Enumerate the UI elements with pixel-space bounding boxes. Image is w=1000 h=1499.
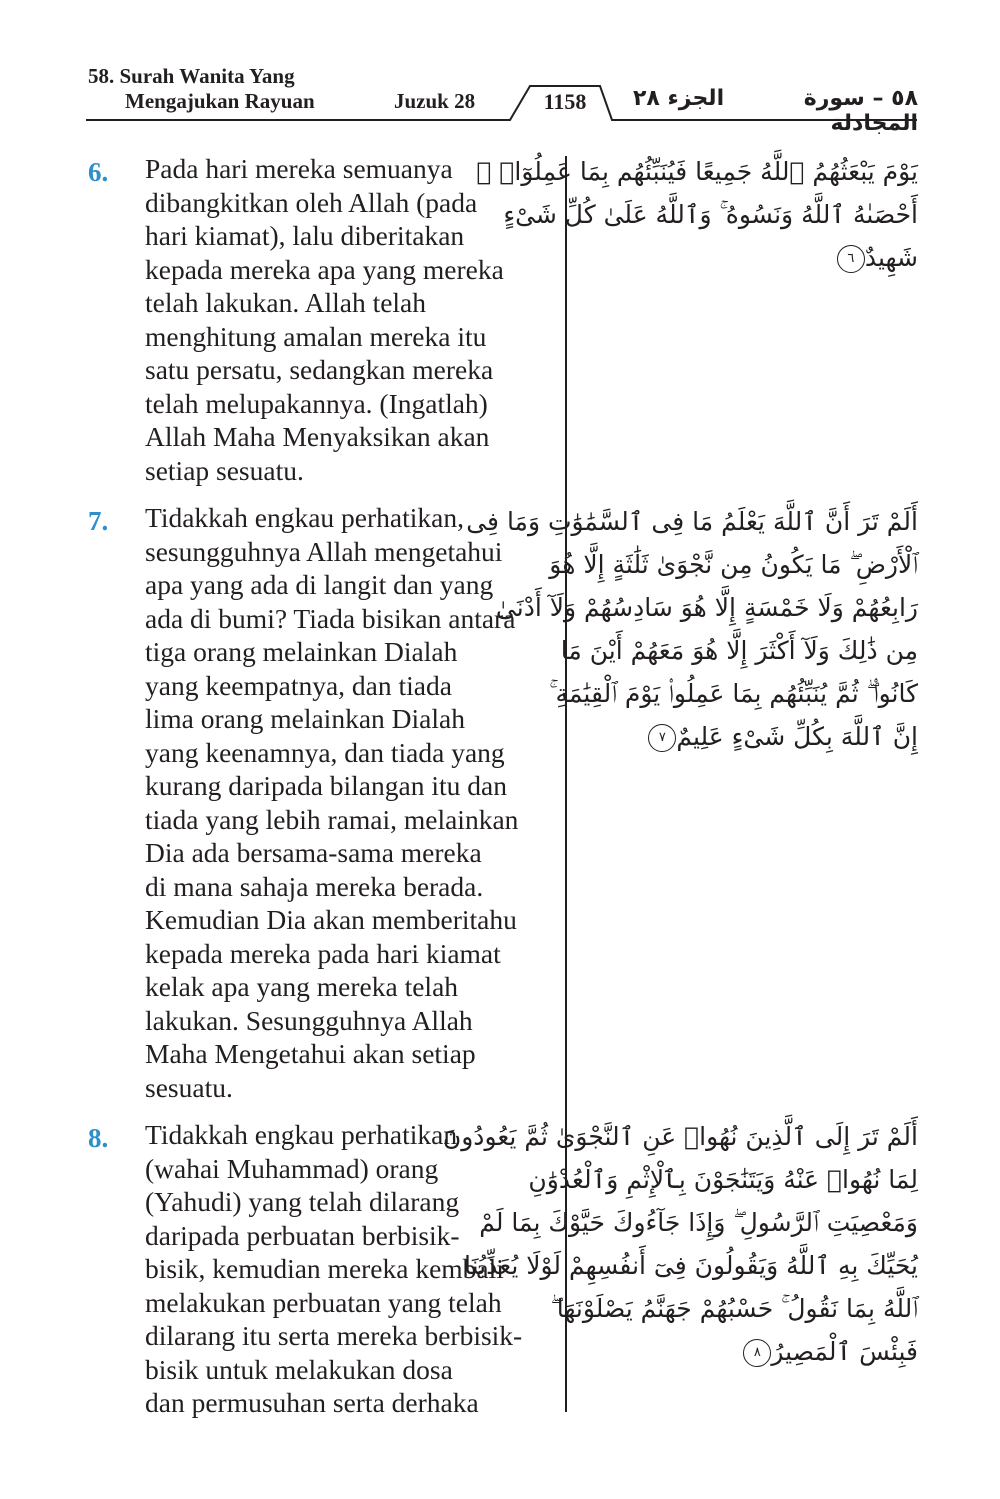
arabic-line-text: إِنَّ ٱللَّهَ بِكُلِّ شَىْءٍ عَلِيمٌ (676, 722, 918, 751)
surah-title-latin-line2: Mengajukan Rayuan (125, 89, 315, 113)
verse-number: 7. (88, 506, 109, 536)
arabic-line: ٱللَّهُ بِمَا نَقُولُ ۚ حَسْبُهُمْ جَهَنَّمُ يَصْلَوْنَهَا ۖ (550, 1294, 918, 1323)
arabic-line: أَحْصَىٰهُ ٱللَّهُ وَنَسُوهُ ۚ وَٱللَّهُ عَلَىٰ كُلِّ شَىْءٍ (503, 200, 918, 229)
verse-translation (145, 152, 565, 487)
translation-line: Kemudian Dia akan memberitahu (145, 904, 517, 935)
arabic-line: مِن ذَٰلِكَ وَلَآ أَكْثَرَ إِلَّا هُوَ مَعَهُمْ أَيْنَ مَا (560, 636, 918, 665)
arabic-line: يَوْمَ يَبْعَثُهُمُ ٱللَّهُ جَمِيعًا فَيُنَبِّئُهُم بِمَا عَمِلُوٓا۟ ۚ (476, 157, 918, 186)
translation-line: bisik, kemudian mereka kembali (145, 1253, 504, 1284)
arabic-line: وَمَعْصِيَتِ ٱلرَّسُولِ ۖ وَإِذَا جَآءُوكَ حَيَّوْكَ بِمَا لَمْ (479, 1208, 918, 1237)
arabic-line: ٱلْأَرْضِ ۖ مَا يَكُونُ مِن نَّجْوَىٰ ثَلَٰثَةٍ إِلَّا هُوَ (549, 550, 918, 579)
translation-line: tiga orang melainkan Dialah (145, 636, 458, 667)
translation-line: lima orang melainkan Dialah (145, 703, 465, 734)
juzuk-label: Juzuk 28 (394, 89, 476, 113)
page-number: 1158 (543, 89, 587, 114)
translation-line: dilarang itu serta mereka berbisik- (145, 1320, 523, 1351)
page-header (0, 0, 1000, 136)
translation-line: (Yahudi) yang telah dilarang (145, 1186, 460, 1217)
translation-line: lakukan. Sesungguhnya Allah (145, 1004, 473, 1036)
translation-line: Maha Mengetahui akan setiap (145, 1038, 476, 1069)
translation-line: setiap sesuatu. (145, 454, 304, 486)
translation-line: kepada mereka pada hari kiamat (145, 937, 501, 969)
arabic-line: رَابِعُهُمْ وَلَا خَمْسَةٍ إِلَّا هُوَ سَادِسُهُمْ وَلَآ أَدْنَىٰ (495, 593, 918, 622)
arabic-line (588, 1330, 918, 1373)
arabic-verse (466, 500, 918, 758)
juz-arabic-label: الجزء ٢٨ (633, 86, 725, 111)
translation-line: bisik untuk melakukan dosa (145, 1353, 453, 1385)
translation-line: melakukan perbuatan yang telah (145, 1286, 502, 1318)
translation-line: ada di bumi? Tiada bisikan antara (145, 602, 516, 634)
ayah-end-marker: ٦ (837, 245, 865, 273)
arabic-line: أَلَمْ تَرَ إِلَى ٱلَّذِينَ نُهُوا۟ عَنِ ٱلنَّجْوَىٰ ثُمَّ يَعُودُونَ (442, 1122, 918, 1151)
translation-line: kepada mereka apa yang mereka (145, 253, 504, 285)
translation-line: telah melupakannya. (Ingatlah) (145, 387, 488, 419)
arabic-line (588, 715, 918, 758)
arabic-line: أَلَمْ تَرَ أَنَّ ٱللَّهَ يَعْلَمُ مَا فِى ٱلسَّمَٰوَٰتِ وَمَا فِى (466, 507, 918, 536)
translation-line: Allah Maha Menyaksikan akan (145, 421, 490, 452)
translation-line: menghitung amalan mereka itu (145, 320, 487, 352)
surah-title-arabic: ٥٨ – سورة المجادلة (803, 86, 918, 136)
translation-line: yang keempatnya, dan tiada (145, 669, 452, 701)
verse-number: 8. (88, 1123, 109, 1153)
translation-line: kelak apa yang mereka telah (145, 971, 459, 1002)
ayah-end-marker: ٨ (743, 1339, 771, 1367)
translation-line: hari kiamat), lalu diberitakan (145, 220, 465, 251)
translation-line: Dia ada bersama-sama mereka (145, 837, 482, 868)
arabic-line: يُحَيِّكَ بِهِ ٱللَّهُ وَيَقُولُونَ فِىٓ أَنفُسِهِمْ لَوْلَا يُعَذِّبُنَا (464, 1251, 918, 1280)
header-rule (0, 0, 1000, 130)
translation-line: (wahai Muhammad) orang (145, 1152, 439, 1184)
translation-line: sesuatu. (145, 1071, 233, 1103)
arabic-line-text: فَبِئْسَ ٱلْمَصِيرُ (771, 1337, 918, 1366)
translation-line: Tidakkah engkau perhatikan, (145, 502, 464, 533)
translation-line: sesungguhnya Allah mengetahui (145, 535, 503, 567)
surah-title-latin-line1: 58. Surah Wanita Yang (88, 64, 295, 88)
arabic-verse (442, 1115, 918, 1373)
translation-line: Tidakkah engkau perhatikan (145, 1119, 458, 1150)
arabic-verse (476, 150, 918, 279)
translation-line: satu persatu, sedangkan mereka (145, 354, 494, 385)
translation-line: daripada perbuatan berbisik- (145, 1219, 460, 1251)
translation-line: di mana sahaja mereka berada. (145, 870, 484, 902)
translation-line: kurang daripada bilangan itu dan (145, 770, 507, 801)
ayah-end-marker: ٧ (648, 724, 676, 752)
arabic-line: لِمَا نُهُوا۟ عَنْهُ وَيَتَنَٰجَوْنَ بِٱلْإِثْمِ وَٱلْعُدْوَٰنِ (528, 1165, 918, 1194)
translation-line: apa yang ada di langit dan yang (145, 569, 494, 600)
translation-line: yang keenamnya, dan tiada yang (145, 736, 505, 768)
translation-line: dan permusuhan serta derhaka (145, 1387, 479, 1418)
translation-line: telah lakukan. Allah telah (145, 287, 427, 318)
translation-line: dibangkitkan oleh Allah (pada (145, 186, 478, 218)
translation-line: Pada hari mereka semuanya (145, 153, 453, 184)
translation-line: tiada yang lebih ramai, melainkan (145, 803, 519, 835)
arabic-line (588, 236, 918, 279)
arabic-line: كَانُوا۟ ۖ ثُمَّ يُنَبِّئُهُم بِمَا عَمِلُوا۟ يَوْمَ ٱلْقِيَٰمَةِ ۚ (549, 679, 918, 708)
arabic-line-text: شَهِيدٌ (864, 243, 918, 272)
verse-number: 6. (88, 157, 109, 187)
